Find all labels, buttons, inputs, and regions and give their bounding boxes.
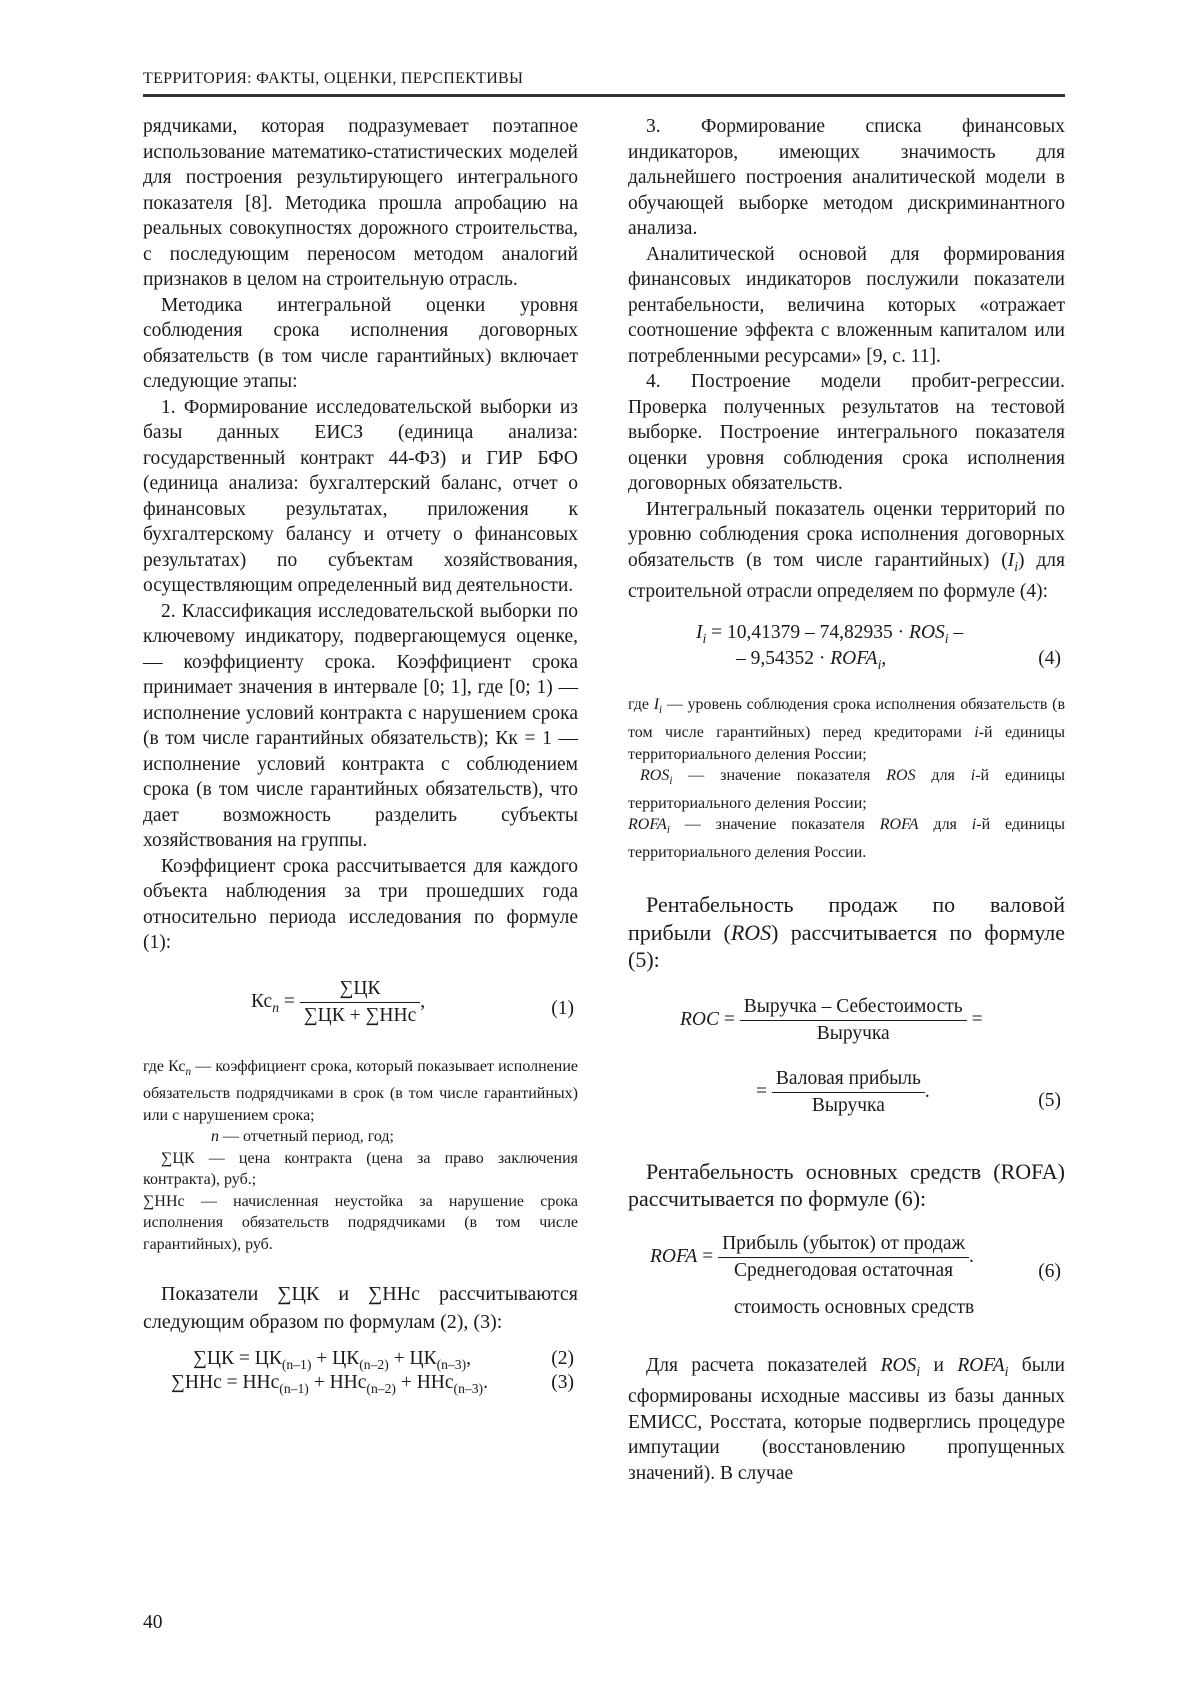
fraction-denominator: Среднегодовая остаточная (733, 1259, 954, 1281)
text: ) для строительной отрасли определяем по формуле (4): (628, 549, 1065, 602)
formula-label: (6) (1038, 1260, 1061, 1282)
formula-label: (3) (551, 1372, 574, 1394)
where-block-4 (628, 694, 1065, 863)
where-symbol: i (971, 816, 977, 834)
symbol: ROFA (957, 1354, 1005, 1376)
formula-symbol: I (696, 622, 703, 644)
header-rule (143, 94, 1065, 97)
formula-sub: i (702, 631, 707, 647)
where-text: — значение показателя (669, 816, 880, 834)
paragraph-step-1: 1. Формирование исследовательской выборки из базы данных ЕИСЗ (единица анализа: государственный контракт 44-ФЗ) и ГИР БФО (единица анализа: бухгалтерский баланс, отчет о финансовых результатах, приложения к бухгалтерскому балансу и отчету о финансовых результатах) по субъектам хозяйствования, осуществляющим определенный вид деятельности. (143, 396, 578, 596)
formula-sub: (n–1) (281, 1357, 312, 1373)
formula-3 (143, 1372, 578, 1396)
formula-part: , (466, 1348, 472, 1370)
fraction-denominator: Выручка (816, 1022, 890, 1044)
where-text: для (918, 816, 972, 834)
paragraph-large: Показатели ∑ЦК и ∑ННс рассчитываются следующим образом по формулам (2), (3): (143, 1283, 578, 1333)
paragraph-step-2: 2. Классификация исследовательской выборки по ключевому индикатору, подвергающемуся оценке, — коэффициенту срока. Коэффициент срока принимает значения в интервале [0; 1], где [0; 1) — исполнение условий контракта с нарушением срока (в том числе гарантийных обязательств); Кк = 1 — исполнение условий контракта с соблюдением срока (в том числе гарантийных обязательств), что дает возможность разделить субъекты хозяйствования на группы. (143, 600, 578, 851)
fraction (772, 1068, 925, 1117)
formula-6 (628, 1233, 1065, 1325)
formula-part: + ННс (308, 1372, 367, 1394)
where-symbol: ROFA (628, 816, 667, 834)
fraction-numerator: Прибыль (убыток) от продаж (718, 1233, 969, 1258)
where-symbol: I (653, 696, 660, 714)
formula-sub: (n–2) (359, 1357, 389, 1373)
where-block-1 (143, 1056, 578, 1256)
formula-sub: i (944, 631, 949, 647)
fraction (740, 996, 967, 1045)
formula-eq: = (702, 1245, 714, 1267)
formula-1 (143, 970, 578, 1050)
formula-sub: (n–3) (436, 1357, 467, 1373)
text: Интегральный показатель оценки территорий по уровню соблюдения срока исполнения договорных обязательств (в том числе гарантийных) ( (628, 498, 1065, 571)
fraction-numerator: Выручка – Себестоимость (740, 996, 967, 1021)
formula-tail: , (420, 990, 426, 1012)
where-text: где Кс (143, 1057, 186, 1075)
left-column (143, 114, 578, 1396)
text: Для расчета показателей (646, 1354, 881, 1376)
formula-5 (628, 996, 1065, 1134)
symbol: ROS (730, 919, 772, 945)
paragraph-step-3: 3. Формирование списка финансовых индикаторов, имеющих значимость для дальнейшего построения аналитической модели в обучающей выборке методом дискриминантного анализа. (628, 116, 1065, 239)
where-text: — коэффициент срока, который показывает исполнение обязательств подрядчиками в срок (в том числе гарантийных) или с нарушением срока; (143, 1057, 579, 1124)
formula-part: – 9,54352 · (736, 648, 831, 670)
text: ) рассчитывается по формуле (5): (628, 919, 1066, 973)
formula-symbol: ROS (909, 622, 945, 644)
formula-part: ∑ННс = ННс (171, 1372, 280, 1394)
formula-4 (628, 622, 1065, 680)
right-column (628, 114, 1065, 1486)
formula-eq: = (283, 990, 295, 1012)
symbol-sub: i (916, 1363, 921, 1379)
formula-label: (5) (1038, 1089, 1061, 1111)
formula-part: ∑ЦК = ЦК (193, 1348, 282, 1370)
where-text: для (915, 767, 971, 785)
where-sub: i (666, 824, 670, 837)
formula-part: + ННс (395, 1372, 454, 1394)
where-sub: i (669, 775, 673, 788)
paragraph (628, 1353, 1065, 1486)
where-text: ∑ЦК — цена контракта (цена за право заключения контракта), руб.; (143, 1149, 578, 1189)
formula-sub: (n–3) (453, 1381, 484, 1397)
formula-part: + ЦК (311, 1348, 360, 1370)
where-symbol: ROS (886, 767, 916, 785)
formula-part: . (924, 1080, 930, 1102)
where-text: ∑ННс — начисленная неустойка за нарушение срока исполнения обязательств подрядчиками (в том числе гарантийных), руб. (143, 1192, 578, 1253)
where-sub: n (185, 1065, 192, 1078)
formula-label: (2) (551, 1348, 574, 1370)
formula-symbol: ROFA (830, 648, 878, 670)
formula-sub: (n–1) (279, 1381, 309, 1397)
formula-part: . (969, 1245, 974, 1267)
paragraph: Методика интегральной оценки уровня соблюдения срока исполнения договорных обязательств (в том числе гарантийных) включает следующие этапы: (143, 294, 578, 392)
formula-sub: (n–2) (366, 1381, 396, 1397)
where-text: -й единицы территориального деления России. (628, 816, 1066, 861)
fraction-numerator: ∑ЦК (300, 978, 420, 1003)
symbol-sub: i (1014, 558, 1018, 574)
paragraph (628, 497, 1065, 605)
formula-eq: = (723, 1008, 735, 1030)
text: были сформированы исходные массивы из базы данных ЕМИСС, Росстата, которые подверглись процедуре импутации (восстановлению пропущенных значений). В случае (628, 1354, 1065, 1484)
symbol: I (1007, 549, 1015, 571)
paragraph: рядчиками, которая подразумевает поэтапное использование математико-статистических моделей для построения результирующего интегрального показателя [8]. Методика прошла апробацию на реальных совокупностях дорожного строительства, с последующим переносом методом аналогий признаков в целом на строительную отрасль. (143, 116, 578, 290)
where-symbol: i (970, 767, 976, 785)
where-text: где (628, 696, 654, 714)
paragraph: Коэффициент срока рассчитывается для каждого объекта наблюдения за три прошедших года относительно периода исследования по формуле (1): (143, 855, 578, 953)
formula-part: , (881, 648, 887, 670)
where-text: -й единицы территориального деления России; (628, 724, 1065, 763)
fraction-denominator: ∑ЦК + ∑ННс (303, 1004, 417, 1026)
where-sub: i (659, 704, 663, 717)
formula-sub: i (877, 657, 882, 673)
text: Рентабельность продаж по валовой прибыли ( (628, 892, 1065, 945)
formula-lhs: Кс (251, 990, 273, 1012)
formula-part: . (483, 1372, 488, 1394)
paragraph-large: Рентабельность основных средств (ROFA) рассчитывается по формуле (6): (628, 1158, 1065, 1212)
formula-part: – (948, 622, 964, 644)
paragraph: Аналитической основой для формирования финансовых индикаторов послужили показатели рентабельности, величина которых «отражает соотношение эффекта с вложенным капиталом или потребленными ресурсами» [9, с. 11]. (628, 243, 1065, 367)
where-text: — отчетный период, год; (219, 1128, 394, 1146)
formula-symbol: ROFA (650, 1245, 698, 1267)
formula-eq: = (756, 1080, 767, 1102)
fraction-numerator: Валовая прибыль (772, 1068, 925, 1093)
fraction-denominator: Выручка (811, 1094, 885, 1116)
where-text: -й единицы территориального деления России; (628, 767, 1065, 812)
formula-part: + ЦК (388, 1348, 437, 1370)
running-head: ТЕРРИТОРИЯ: ФАКТЫ, ОЦЕНКИ, ПЕРСПЕКТИВЫ (143, 70, 524, 87)
formula-eq: = (971, 1008, 983, 1030)
text: и (920, 1354, 958, 1376)
formula-2 (143, 1348, 578, 1372)
where-symbol: i (974, 724, 979, 742)
formula-label: (1) (551, 997, 574, 1019)
where-text: — значение показателя (672, 767, 887, 785)
formula-symbol: ROC (680, 1008, 719, 1030)
where-symbol: n (211, 1128, 219, 1146)
formula-label: (4) (1038, 648, 1061, 670)
where-symbol: ROFA (879, 816, 919, 834)
fraction (718, 1233, 969, 1282)
paragraph-step-4: 4. Построение модели пробит-регрессии. Проверка полученных результатов на тестовой выборке. Построение интегрального показателя оценки уровня соблюдения срока исполнения договорных обязательств. (628, 371, 1065, 494)
fraction (300, 978, 420, 1027)
paragraph-large (628, 891, 1065, 974)
where-symbol: ROS (640, 767, 670, 785)
page-number: 40 (143, 1612, 163, 1633)
symbol: ROS (880, 1354, 917, 1376)
where-text: — уровень соблюдения срока исполнения обязательств (в том числе гарантийных) перед кредиторами (628, 696, 1065, 742)
formula-lhs-sub: n (272, 999, 280, 1015)
formula-part: = 10,41379 – 74,82935 · (706, 622, 910, 644)
symbol-sub: i (1004, 1363, 1009, 1379)
fraction-denominator-line2: стоимость основных средств (734, 1296, 975, 1318)
